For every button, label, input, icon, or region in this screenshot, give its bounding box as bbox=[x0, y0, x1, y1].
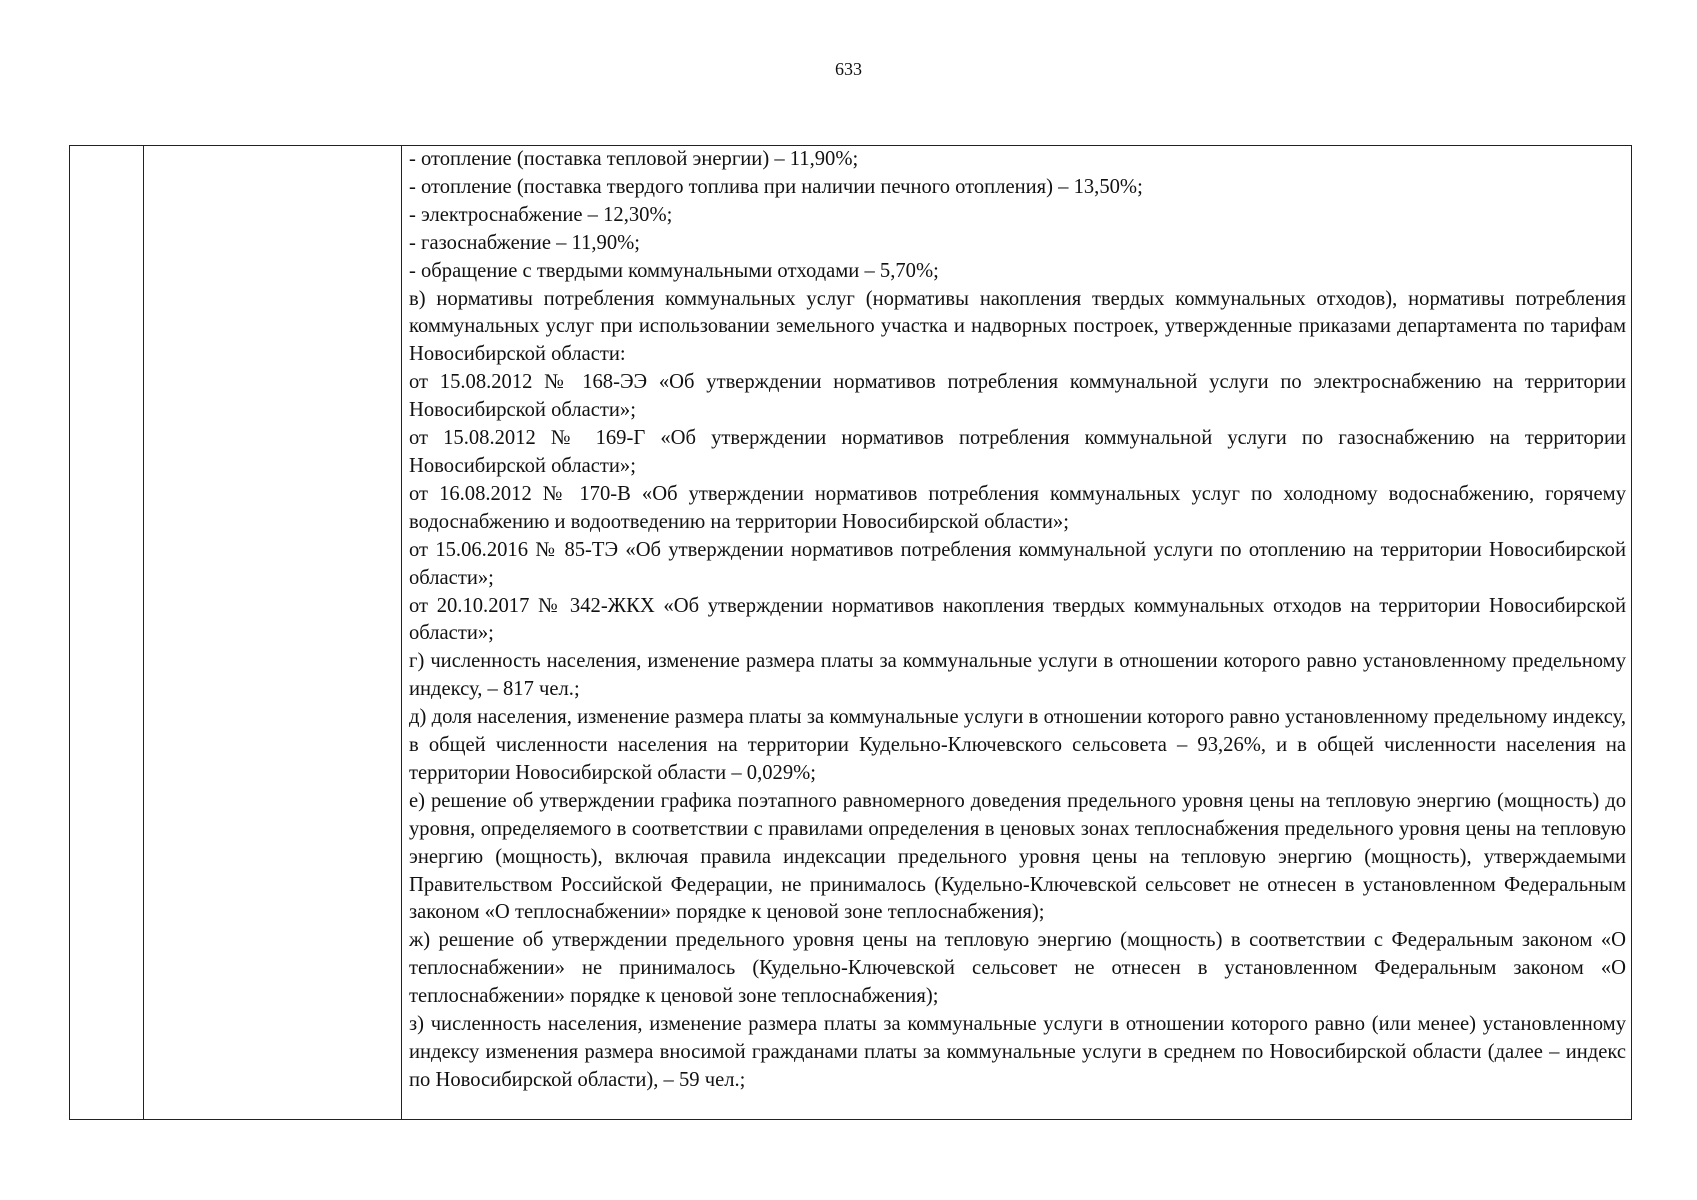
list-item-heating-solid-fuel: - отопление (поставка твердого топлива при наличии печного отопления) – 13,50%; bbox=[409, 175, 1143, 198]
document-table bbox=[69, 145, 1632, 1120]
paragraph-z-population: з) численность населения, изменение размера платы за коммунальные услуги в отношении которого равно (или менее) установленному индексу изменения размера вносимой гражданами платы за коммунальные услуги в среднем по Новосибирской области (далее – индекс по Новосибирской области), – 59 чел.; bbox=[409, 1013, 1626, 1091]
paragraph-d-share: д) доля населения, изменение размера платы за коммунальные услуги в отношении которого равно установленному предельному индексу, в общей численности населения на территории Кудельно-Ключевского сельсовета – 93,26%, и в общей численности населения на территории Новосибирской области – 0,029%; bbox=[409, 706, 1626, 784]
list-item-heating-thermal: - отопление (поставка тепловой энергии) – 11,90%; bbox=[409, 148, 859, 170]
paragraph-order-169: от 15.08.2012 № 169-Г «Об утверждении нормативов потребления коммунальной услуги по газоснабжению на территории Новосибирской области»; bbox=[409, 427, 1626, 477]
paragraph-order-342: от 20.10.2017 № 342-ЖКХ «Об утверждении нормативов накопления твердых коммунальных отходов на территории Новосибирской области»; bbox=[409, 594, 1626, 645]
table-cell-number bbox=[70, 146, 144, 1119]
paragraph-order-168: от 15.08.2012 № 168-ЭЭ «Об утверждении нормативов потребления коммунальной услуги по электроснабжению на территории Новосибирской области»; bbox=[409, 371, 1626, 422]
table-cell-municipality bbox=[144, 146, 402, 1119]
paragraph-order-170: от 16.08.2012 № 170-В «Об утверждении нормативов потребления коммунальных услуг по холодному водоснабжению, горячему водоснабжению и водоотведению на территории Новосибирской области»; bbox=[409, 482, 1626, 533]
list-item-electricity: - электроснабжение – 12,30%; bbox=[409, 203, 673, 226]
page-number: 633 bbox=[835, 59, 862, 79]
list-item-gas: - газоснабжение – 11,90%; bbox=[409, 231, 641, 254]
table-cell-content bbox=[402, 146, 1631, 1119]
paragraph-zh-price-level: ж) решение об утверждении предельного уровня цены на тепловую энергию (мощность) в соответствии с Федеральным законом «О теплоснабжении» не принималось (Кудельно-Ключевской сельсовет не отнесен в установленном Федеральным законом «О теплоснабжении» порядке к ценовой зоне теплоснабжения); bbox=[409, 929, 1626, 1008]
paragraph-order-85: от 15.06.2016 № 85-ТЭ «Об утверждении нормативов потребления коммунальной услуги по отоплению на территории Новосибирской области»; bbox=[409, 538, 1626, 589]
paragraph-g-population: г) численность населения, изменение размера платы за коммунальные услуги в отношении которого равно установленному предельному индексу, – 817 чел.; bbox=[409, 650, 1626, 701]
paragraph-e-schedule: е) решение об утверждении графика поэтапного равномерного доведения предельного уровня цены на тепловую энергию (мощность) до уровня, определяемого в соответствии с правилами определения в ценовых зонах теплоснабжения предельного уровня цены на тепловую энергию (мощность), включая правила индексации предельного уровня цены на тепловую энергию (мощность), утверждаемыми Правительством Российской Федерации, не принималось (Кудельно-Ключевской сельсовет не отнесен в установленном Федеральным законом «О теплоснабжении» порядке к ценовой зоне теплоснабжения); bbox=[409, 789, 1626, 924]
list-item-waste: - обращение с твердыми коммунальными отходами – 5,70%; bbox=[409, 259, 939, 282]
paragraph-v-norms: в) нормативы потребления коммунальных услуг (нормативы накопления твердых коммунальных отходов), нормативы потребления коммунальных услуг при использовании земельного участка и надворных построек, утвержденные приказами департамента по тарифам Новосибирской области: bbox=[409, 287, 1626, 366]
